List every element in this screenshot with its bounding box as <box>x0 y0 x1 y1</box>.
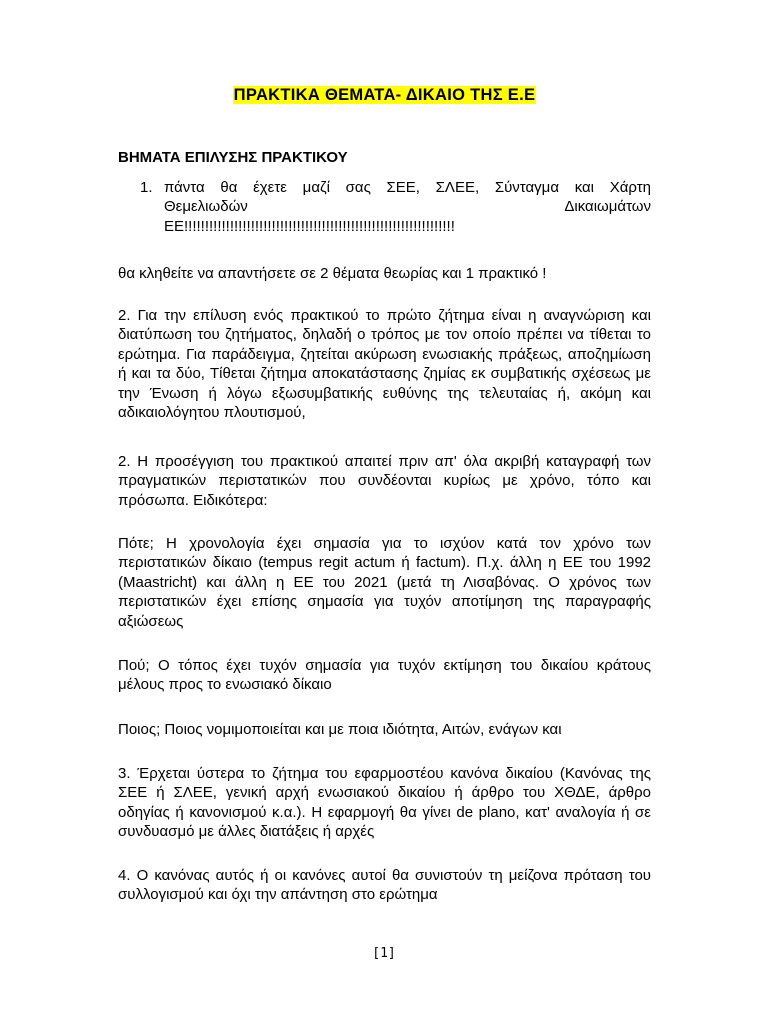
paragraph: Πού; Ο τόπος έχει τυχόν σημασία για τυχόν εκτίμηση του δικαίου κράτους μέλους προς το ενωσιακό δίκαιο <box>118 657 651 694</box>
paragraph: θα κληθείτε να απαντήσετε σε 2 θέματα θεωρίας και 1 πρακτικό ! <box>118 265 547 282</box>
list-item-line: ΕΕ!!!!!!!!!!!!!!!!!!!!!!!!!!!!!!!!!!!!!!!!!!!!!!!!!!!!!!!!!!!!!!!!! <box>164 217 455 235</box>
paragraph: Ποιος; Ποιος νομιμοποιείται και με ποια ιδιότητα, Αιτών, ενάγων και <box>118 721 562 738</box>
list-item-line <box>164 197 651 216</box>
list-item-text <box>164 178 651 236</box>
section-heading: ΒΗΜΑΤΑ ΕΠΙΛΥΣΗΣ ΠΡΑΚΤΙΚΟΥ <box>118 149 348 166</box>
list-number: 1. <box>140 179 153 196</box>
paragraph: 2. Για την επίλυση ενός πρακτικού το πρώτο ζήτημα είναι η αναγνώριση και διατύπωση του ζητήματος, δηλαδή ο τρόπος με τον οποίο πρέπει να τίθεται το ερώτημα. Για παράδειγμα, ζητείται ακύρωση ενωσιακής πράξεως, αποζημίωση ή και τα δύο, Τίθεται ζήτημα αποκατάστασης ζημίας εκ συμβατικής σχέσεως με την Ένωση ή λόγω εξωσυμβατικής ευθύνης της τελευταίας ή, ακόμη και αδικαιολόγητου πλουτισμού, <box>118 307 651 422</box>
paragraph: 2. Η προσέγγιση του πρακτικού απαιτεί πριν απ' όλα ακριβή καταγραφή των πραγματικών περιστατικών που συνδέονται κυρίως με χρόνο, τόπο και πρόσωπα. Ειδικότερα: <box>118 453 651 509</box>
list-item-word: Δικαιωμάτων <box>564 198 651 216</box>
page-number: [1] <box>372 946 396 961</box>
list-item-line: πάντα θα έχετε μαζί σας ΣΕΕ, ΣΛΕΕ, Σύνταγμα και Χάρτη <box>164 179 651 196</box>
paragraph: Πότε; Η χρονολογία έχει σημασία για το ισχύον κατά τον χρόνο των περιστατικών δίκαιο (tempus regit actum ή factum). Π.χ. άλλη η ΕΕ του 1992 (Maastricht) και άλλη η ΕΕ του 2021 (μετά τη Λισαβόνας. Ο χρόνος των περιστατικών έχει επίσης σημασία για τυχόν αποτίμηση της παραγραφής αξιώσεως <box>118 535 651 630</box>
paragraph: 4. Ο κανόνας αυτός ή οι κανόνες αυτοί θα συνιστούν τη μείζονα πρόταση του συλλογισμού και όχι την απάντηση στο ερώτημα <box>118 867 651 904</box>
list-item-word: Θεμελιωδών <box>164 198 248 216</box>
numbered-list-item <box>140 178 651 236</box>
title-highlight: ΠΡΑΚΤΙΚΑ ΘΕΜΑΤΑ- ΔΙΚΑΙΟ ΤΗΣ Ε.Ε <box>233 86 536 104</box>
document-title <box>118 86 651 105</box>
paragraph: 3. Έρχεται ύστερα το ζήτημα του εφαρμοστέου κανόνα δικαίου (Κανόνας της ΣΕΕ ή ΣΛΕΕ, γενική αρχή ενωσιακού δικαίου ή άρθρο του ΧΘΔΕ, άρθρο οδηγίας ή κανονισμού κ.α.). Η εφαρμογή θα γίνει de plano, κατ' αναλογία ή σε συνδυασμό με άλλες διατάξεις ή αρχές <box>118 765 651 841</box>
